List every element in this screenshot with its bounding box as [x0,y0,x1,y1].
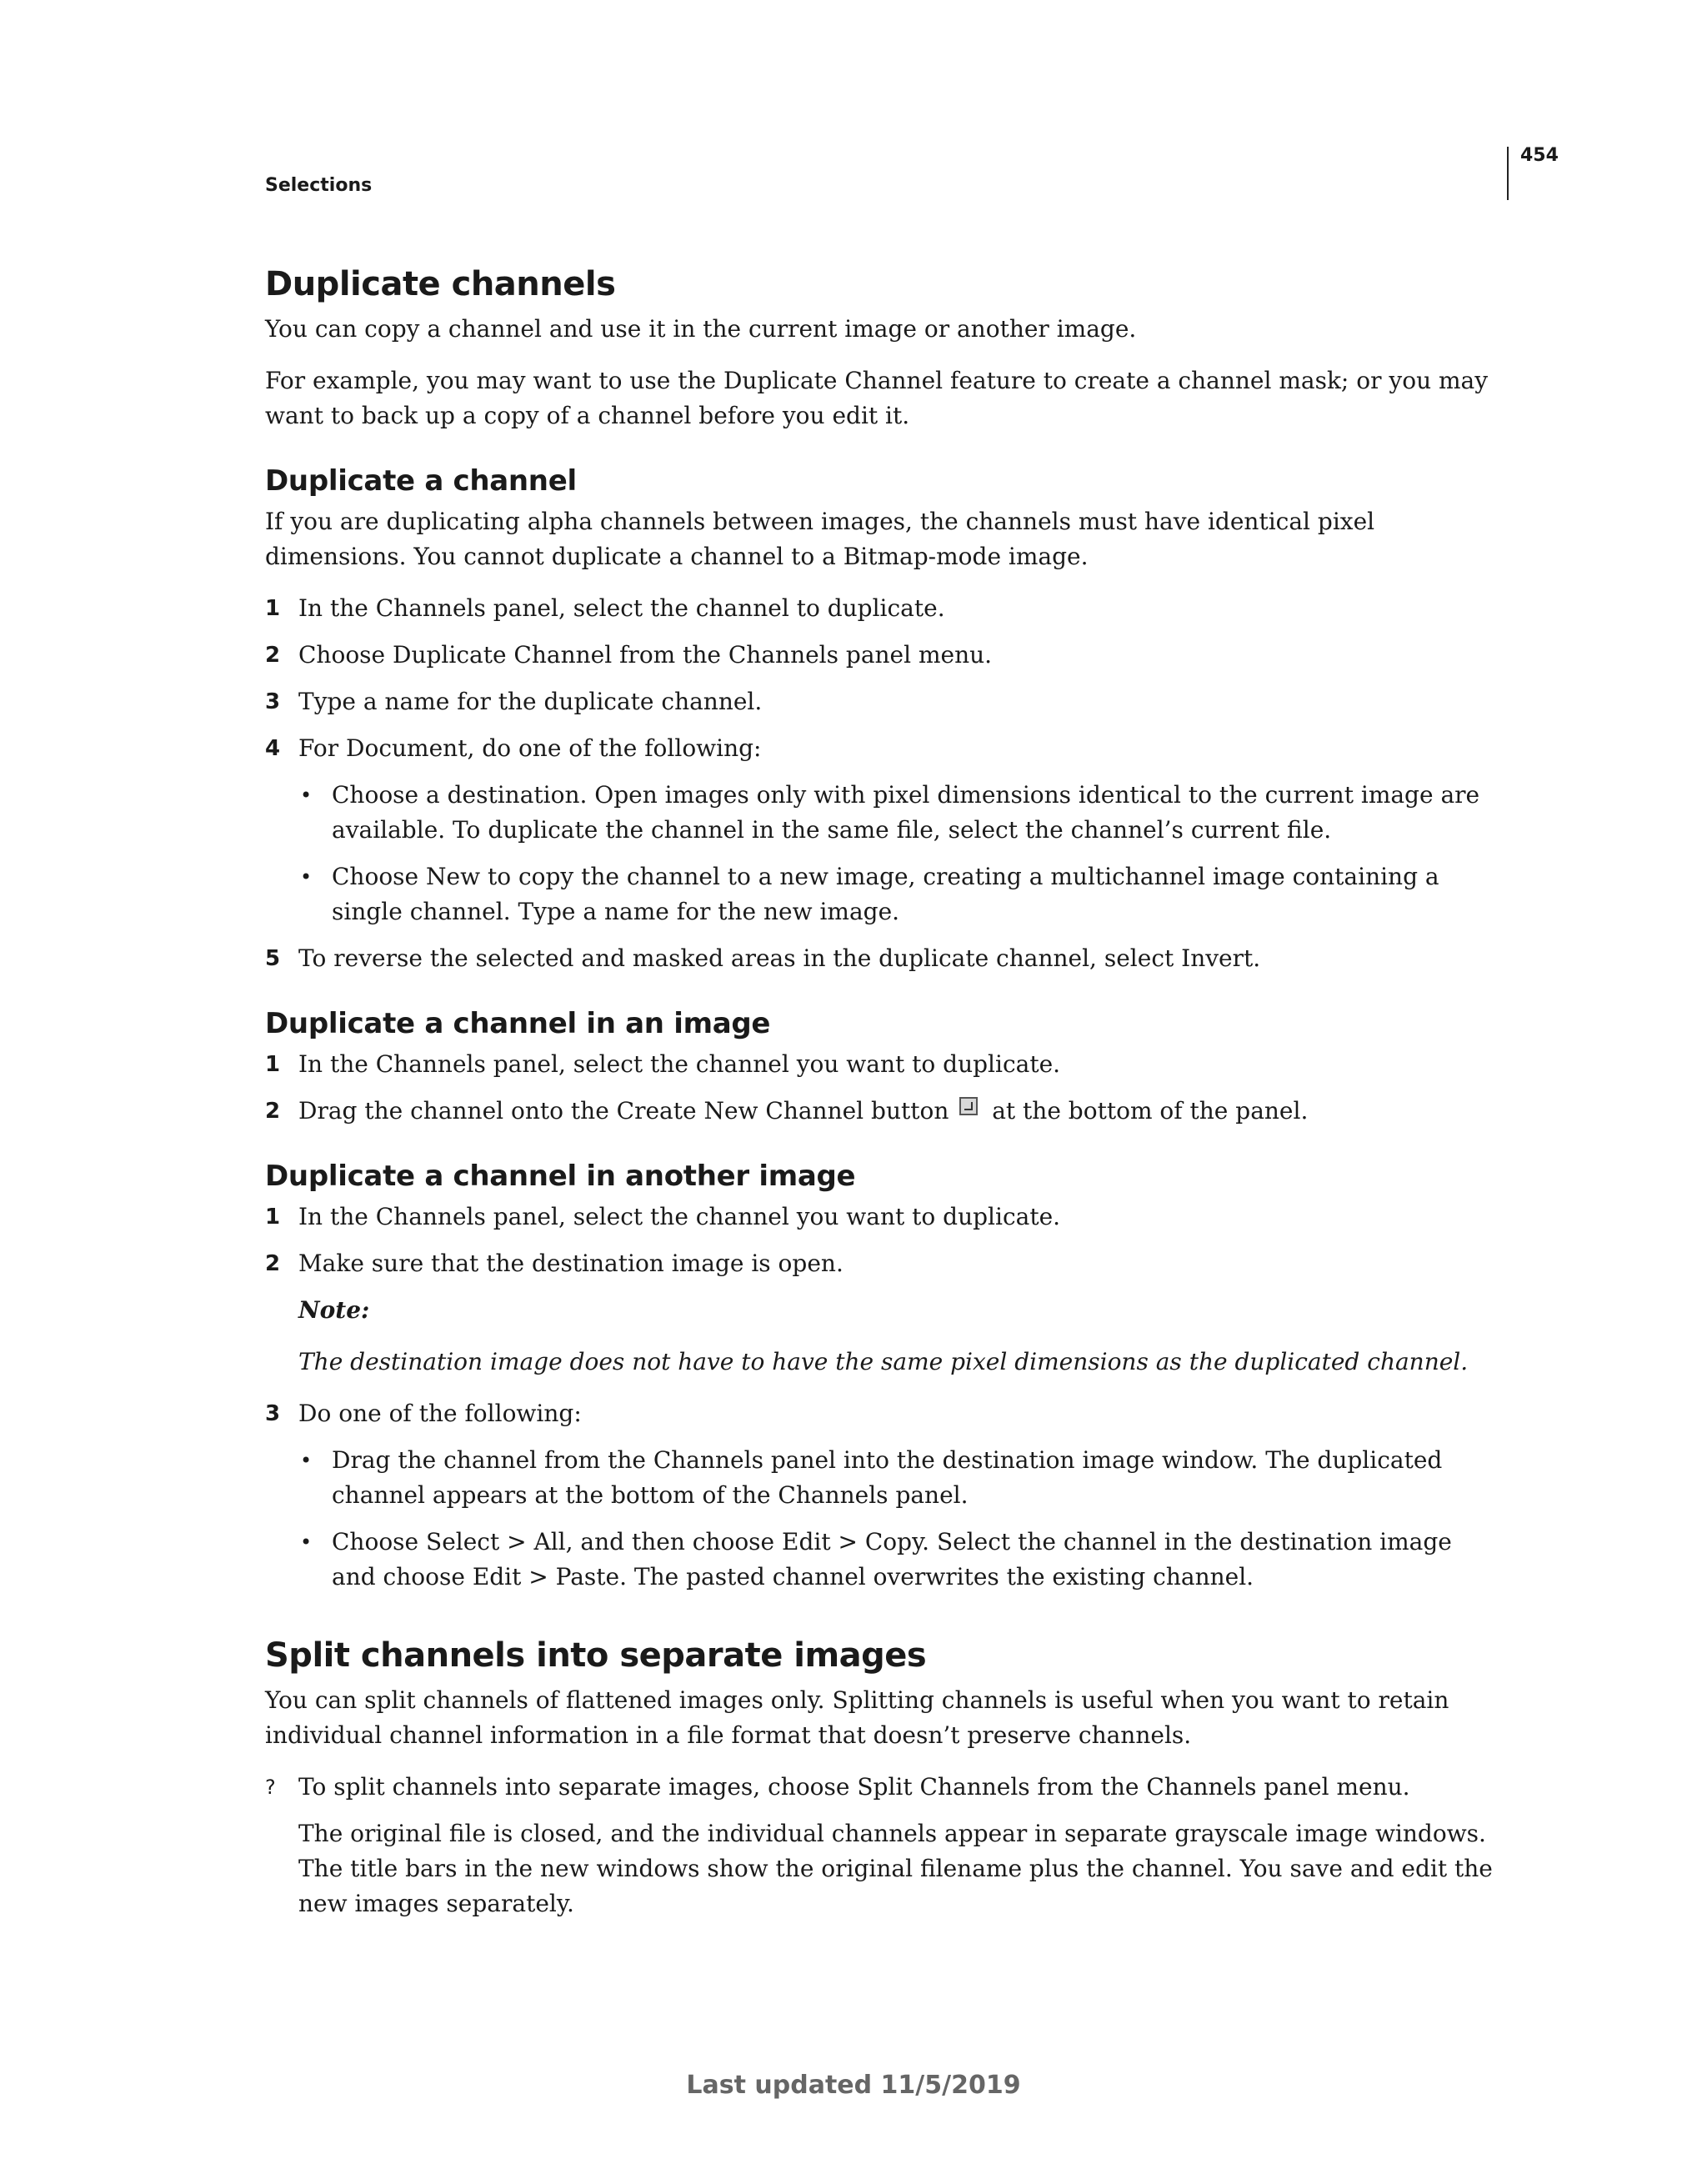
bullet-item [265,1443,1499,1513]
list-item [265,1246,1499,1281]
note-label: Note: [298,1296,370,1325]
bullet-text: Choose Select > All, and then choose Edit > Copy. Select the channel in the destination image and choose Edit > Paste. The pasted channel overwrites the existing channel. [332,1528,1452,1591]
bullet-item [265,1525,1499,1595]
step-number: 4 [265,736,281,762]
list-item [265,1094,1499,1129]
subsection-title-duplicate-in-image: Duplicate a channel in an image [265,1007,771,1041]
list-item [265,1200,1499,1235]
footer-last-updated: Last updated 11/5/2019 [686,2071,1021,2100]
bullet-marker: • [300,1449,313,1473]
step-text: For Document, do one of the following: [298,734,762,763]
list-item [265,638,1499,673]
step-number: 2 [265,643,281,669]
step-number: 1 [265,1205,281,1230]
step-number: 2 [265,1251,281,1277]
step-number: 3 [265,689,281,715]
list-item [265,941,1499,976]
step-text: In the Channels panel, select the channel to duplicate. [298,594,945,623]
list-item [265,1770,1499,1805]
subsection-intro: If you are duplicating alpha channels between images, the channels must have identical pixel dimensions. You cannot duplicate a channel to a Bitmap-mode image. [265,508,1375,571]
step-text: To split channels into separate images, choose Split Channels from the Channels panel menu. [298,1773,1410,1801]
section-split-channels [265,1636,1499,1921]
new-channel-icon [959,1097,978,1115]
subsection-title-duplicate-a-channel: Duplicate a channel [265,464,577,498]
bullet-marker: • [300,1530,313,1555]
step-text-after: at the bottom of the panel. [992,1097,1309,1125]
section-intro: You can copy a channel and use it in the current image or another image. [265,315,1137,343]
step-text: To reverse the selected and masked areas in the duplicate channel, select Invert. [298,944,1261,973]
list-item [265,591,1499,626]
step-number: 1 [265,1052,281,1078]
subsection-title-duplicate-in-another-image: Duplicate a channel in another image [265,1160,856,1194]
step-number: 3 [265,1401,281,1427]
section-intro: You can split channels of flattened images only. Splitting channels is useful when you want to retain individual channel information in a file format that doesn’t preserve channels. [265,1686,1449,1750]
section-title: Duplicate channels [265,265,616,303]
main-content [265,265,1499,1938]
section-duplicate-channels [265,265,1499,1595]
bullet-text: Choose New to copy the channel to a new image, creating a multichannel image containing a single channel. Type a name for the new image. [332,863,1439,926]
list-item [265,684,1499,719]
section-title: Split channels into separate images [265,1636,927,1676]
list-item [265,1396,1499,1431]
bullet-text: Choose a destination. Open images only with pixel dimensions identical to the current image are available. To duplicate the channel in the same file, select the channel’s current file. [332,781,1480,844]
page-number: 454 [1520,145,1559,166]
step-result: The original file is closed, and the individual channels appear in separate grayscale image windows. The title bars in the new windows show the original filename plus the channel. You save and edit the new images separately. [298,1820,1493,1918]
bullet-marker: • [300,865,313,889]
step-text: In the Channels panel, select the channel you want to duplicate. [298,1203,1061,1231]
running-header: Selections [265,175,373,196]
note-text: The destination image does not have to have the same pixel dimensions as the duplicated channel. [298,1348,1469,1376]
list-item [265,1047,1499,1082]
header-rule [1507,147,1509,200]
bullet-marker: • [300,784,313,808]
step-text: Do one of the following: [298,1400,582,1428]
step-text: In the Channels panel, select the channel you want to duplicate. [298,1050,1061,1079]
step-text: Make sure that the destination image is open. [298,1250,843,1278]
bullet-item [265,859,1499,929]
step-text: Drag the channel onto the Create New Channel button [298,1097,949,1125]
step-number: 5 [265,946,281,972]
step-marker: ? [265,1776,276,1800]
bullet-text: Drag the channel from the Channels panel into the destination image window. The duplicated channel appears at the bottom of the Channels panel. [332,1446,1443,1510]
step-number: 2 [265,1099,281,1125]
step-number: 1 [265,596,281,622]
list-item [265,731,1499,766]
section-example: For example, you may want to use the Duplicate Channel feature to create a channel mask; or you may want to back up a copy of a channel before you edit it. [265,367,1489,429]
step-text: Type a name for the duplicate channel. [298,688,763,716]
bullet-item [265,778,1499,848]
step-text: Choose Duplicate Channel from the Channels panel menu. [298,641,993,669]
